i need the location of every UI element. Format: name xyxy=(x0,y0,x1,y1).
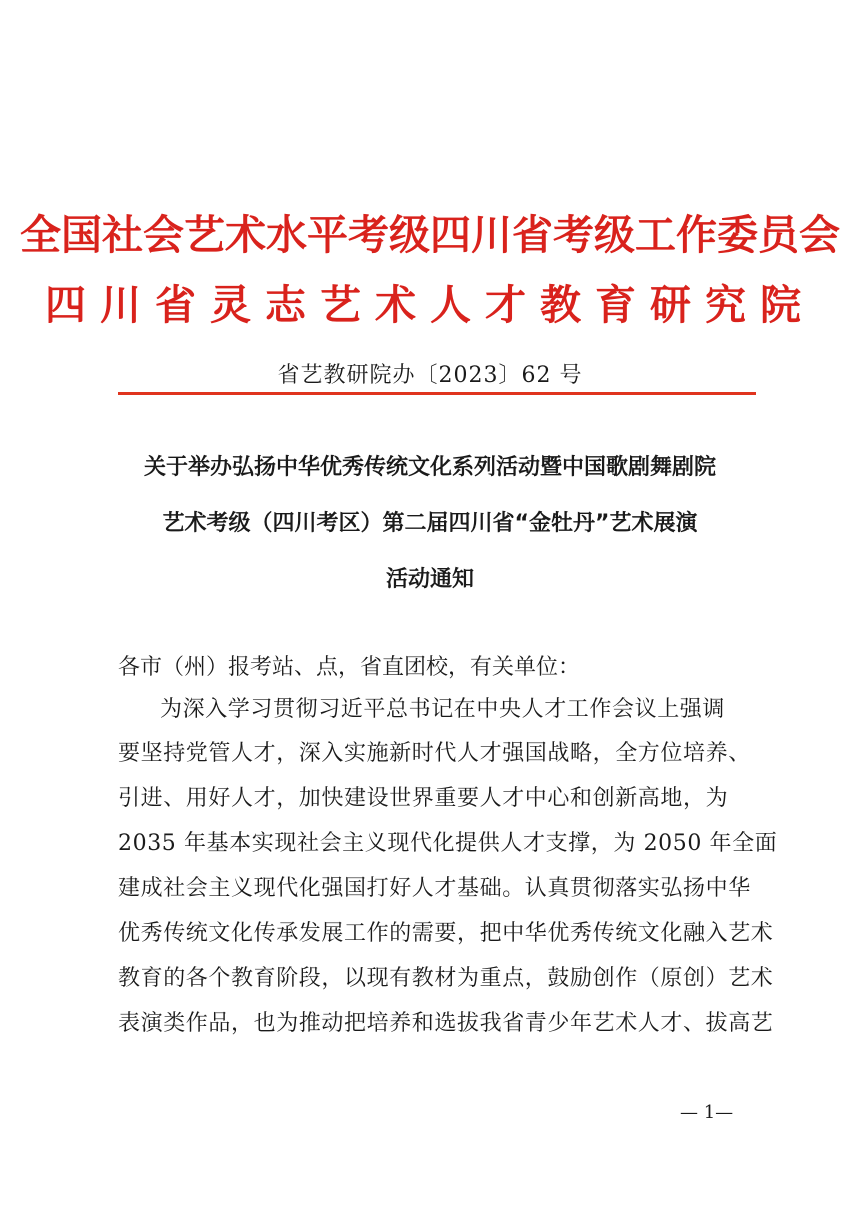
red-header-rule xyxy=(118,392,756,395)
notice-title-line-3: 活动通知 xyxy=(385,567,474,592)
body-line: 教育的各个教育阶段，以现有教材为重点，鼓励创作（原创）艺术 xyxy=(118,966,774,991)
page-number: — 1— xyxy=(680,1102,734,1123)
body-line: 表演类作品，也为推动把培养和选拔我省青少年艺术人才、拔高艺 xyxy=(118,1011,774,1036)
document-number: 省艺教研院办〔2023〕62 号 xyxy=(277,363,583,388)
body-line: 优秀传统文化传承发展工作的需要，把中华优秀传统文化融入艺术 xyxy=(118,921,774,946)
notice-title-line-2: 艺术考级（四川考区）第二届四川省“金牡丹”艺术展演 xyxy=(162,511,698,536)
notice-title-line-1: 关于举办弘扬中华优秀传统文化系列活动暨中国歌剧舞剧院 xyxy=(143,455,716,480)
body-line: 2035 年基本实现社会主义现代化提供人才支撑，为 2050 年全面 xyxy=(118,831,778,856)
issuer-name-line-1: 全国社会艺术水平考级四川省考级工作委员会 xyxy=(20,211,840,259)
body-line: 建成社会主义现代化强国打好人才基础。认真贯彻落实弘扬中华 xyxy=(118,876,751,901)
body-line: 引进、用好人才，加快建设世界重要人才中心和创新高地，为 xyxy=(118,786,729,811)
body-line: 要坚持党管人才，深入实施新时代人才强国战略，全方位培养、 xyxy=(118,741,751,766)
salutation: 各市（州）报考站、点，省直团校，有关单位： xyxy=(118,655,581,680)
body-line: 为深入学习贯彻习近平总书记在中央人才工作会议上强调 xyxy=(160,697,726,722)
issuer-name-line-2: 四川省灵志艺术人才教育研究院 xyxy=(45,281,815,329)
